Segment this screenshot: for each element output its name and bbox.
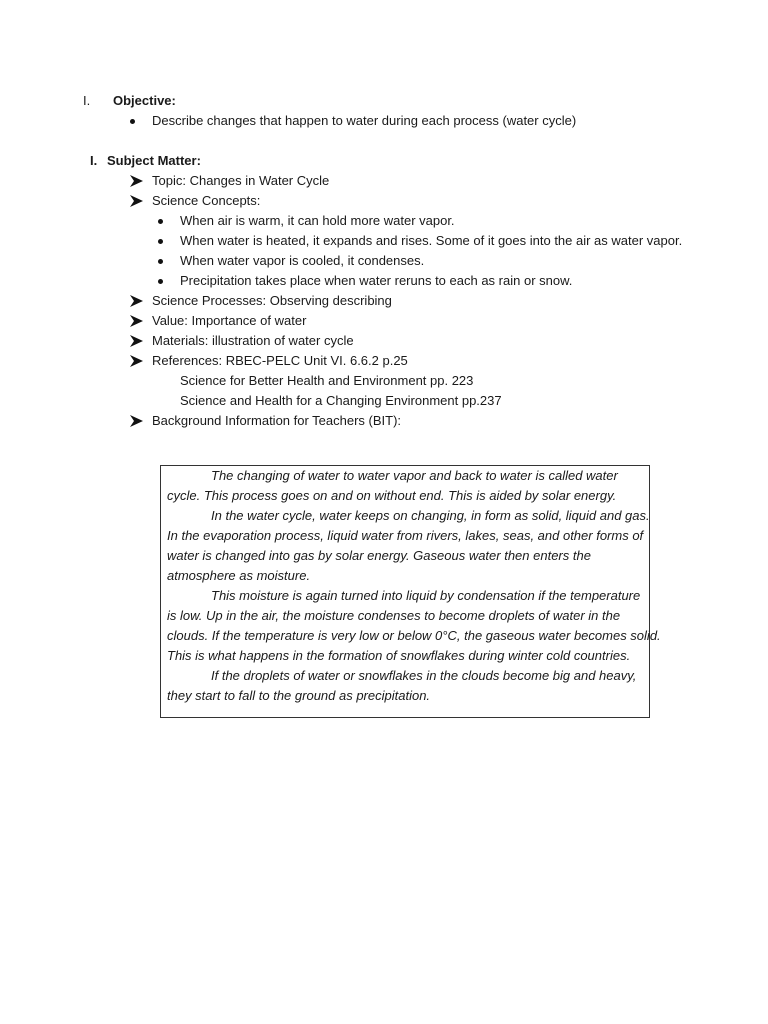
bit-line: If the droplets of water or snowflakes in the clouds become big and heavy, bbox=[211, 668, 637, 683]
arrow-bullet-icon bbox=[130, 175, 143, 195]
bit-line: water is changed into gas by solar energy. Gaseous water then enters the bbox=[167, 548, 591, 563]
bullet-icon bbox=[130, 119, 135, 124]
objective-item: Describe changes that happen to water during each process (water cycle) bbox=[152, 113, 577, 128]
bit-line: In the evaporation process, liquid water from rivers, lakes, seas, and other forms of bbox=[167, 528, 644, 543]
bullet-icon bbox=[158, 219, 163, 224]
reference-item: Science and Health for a Changing Environment pp.237 bbox=[180, 393, 502, 408]
arrow-bullet-icon bbox=[130, 335, 143, 355]
materials-text: Materials: illustration of water cycle bbox=[152, 333, 354, 348]
bit-line: cycle. This process goes on and on without end. This is aided by solar energy. bbox=[167, 488, 617, 503]
arrow-bullet-icon bbox=[130, 195, 143, 215]
bit-line: The changing of water to water vapor and back to water is called water bbox=[211, 468, 618, 483]
bullet-icon bbox=[158, 239, 163, 244]
background-label: Background Information for Teachers (BIT): bbox=[152, 413, 402, 428]
bit-line: atmosphere as moisture. bbox=[167, 568, 311, 583]
subject-matter-heading: Subject Matter: bbox=[107, 153, 201, 168]
objective-heading: Objective: bbox=[113, 93, 176, 108]
reference-item: References: RBEC-PELC Unit VI. 6.6.2 p.25 bbox=[152, 353, 408, 368]
bit-line: is low. Up in the air, the moisture condenses to become droplets of water in the bbox=[167, 608, 621, 623]
reference-item: Science for Better Health and Environment pp. 223 bbox=[180, 373, 474, 388]
science-concept-item: When water vapor is cooled, it condenses. bbox=[180, 253, 425, 268]
science-processes-text: Science Processes: Observing describing bbox=[152, 293, 392, 308]
value-text: Value: Importance of water bbox=[152, 313, 307, 328]
science-concept-item: When air is warm, it can hold more water vapor. bbox=[180, 213, 455, 228]
subject-matter-numeral: I. bbox=[90, 153, 98, 168]
bit-line: they start to fall to the ground as precipitation. bbox=[167, 688, 431, 703]
bullet-icon bbox=[158, 259, 163, 264]
bit-line: This is what happens in the formation of snowflakes during winter cold countries. bbox=[167, 648, 631, 663]
bit-line: This moisture is again turned into liquid by condensation if the temperature bbox=[211, 588, 641, 603]
bit-line: In the water cycle, water keeps on changing, in form as solid, liquid and gas. bbox=[211, 508, 650, 523]
bit-text-box bbox=[160, 465, 661, 718]
science-concept-item: When water is heated, it expands and rises. Some of it goes into the air as water vapor. bbox=[180, 233, 683, 248]
science-concepts-label: Science Concepts: bbox=[152, 193, 261, 208]
topic-text: Topic: Changes in Water Cycle bbox=[152, 173, 330, 188]
arrow-bullet-icon bbox=[130, 415, 143, 435]
science-concept-item: Precipitation takes place when water reruns to each as rain or snow. bbox=[180, 273, 573, 288]
arrow-bullet-icon bbox=[130, 315, 143, 335]
arrow-bullet-icon bbox=[130, 295, 143, 315]
bit-line: clouds. If the temperature is very low or below 0°C, the gaseous water becomes solid. bbox=[167, 628, 661, 643]
bullet-icon bbox=[158, 279, 163, 284]
arrow-bullet-icon bbox=[130, 355, 143, 375]
objective-numeral: I. bbox=[83, 93, 91, 108]
